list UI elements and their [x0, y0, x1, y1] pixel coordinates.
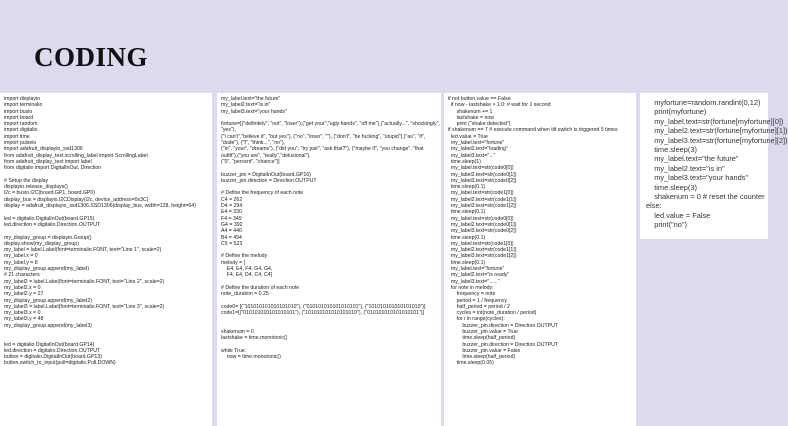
code-line: my_label2.text=str(code0[1]) [448, 221, 517, 228]
code-line: led = digitalio.DigitalInOut(board.GP15) [4, 215, 95, 222]
code-line: if shakenum == 7 # execute command when tilt switch is triggered 5 times [448, 127, 618, 134]
code-lines [646, 98, 788, 230]
code-line: "yes"), [221, 127, 236, 134]
code-line: import pulseio [4, 140, 37, 147]
code-line: my_label2.text=str(code0[1]) [448, 171, 517, 178]
code-line: E4, E4, F4, G4, G4, [221, 266, 273, 273]
code-line: display = adafruit_displayio_ssd1306.SSD1306(display_bus, width=128, height=64) [4, 203, 196, 210]
code-line: print(myfortune) [646, 107, 707, 117]
code-line: my_label3.text=str(code1[2]) [448, 203, 517, 210]
code-lines [221, 96, 440, 361]
code-line: F4 = 349 [221, 215, 242, 222]
code-line: D4 = 294 [221, 203, 243, 210]
code-line: my_label.text="the future" [221, 96, 281, 102]
code-line: my_label2.text="loading" [448, 146, 508, 153]
code-panel-fortune-output [640, 93, 788, 239]
code-line: ("in", "your", "dreams"), ("did you", "try just", "ask that?"), ("maybe if", "you change", "that [221, 146, 424, 153]
code-line: my_label2.text=str(code1[1]) [448, 196, 517, 203]
code-line: my_label3 = label.Label(font=terminalio.FONT, text="Line 3", scale=2) [4, 303, 165, 310]
code-line: for note in melody: [448, 284, 494, 291]
code-line: buzzer_pin.direction = Direction.OUTPUT [221, 177, 317, 184]
code-lines [448, 96, 632, 367]
code-line: B4 = 494 [221, 234, 242, 241]
code-line: outfit"),("you are", "really","delusional"), [221, 152, 311, 159]
code-line: C5 = 523 [221, 240, 243, 247]
code-line: my_display_group.append(my_label3) [4, 322, 92, 329]
code-line: my_label3.text=str(fortune[myfortune][2]) [646, 135, 788, 145]
code-line: for i in range(cycles): [448, 316, 505, 323]
code-line: my_label3.text="......" [448, 278, 500, 285]
code-line: from adafruit_display_text import label [4, 158, 92, 165]
code-line: my_label3.text="your hands" [646, 173, 748, 183]
code-line: E4 = 330 [221, 209, 242, 216]
code-line: time.sleep(0.1) [448, 184, 486, 191]
code-line: half_period = period / 2 [448, 303, 510, 310]
code-line: my_label.x = 0 [4, 253, 38, 260]
code-line: my_label3.text="your hands" [221, 108, 287, 115]
code-line: fortune=[("definitely", "not", "loser"),("get your","ugly hands", "off me"),("actually...", "shockingly", [221, 121, 440, 128]
code-line: myfortune=random.randint(0,12) [646, 98, 761, 107]
code-line: import busio [4, 108, 33, 115]
code-line: my_label.text=str(code1[0]) [448, 240, 514, 247]
code-line: # Define the duration of each note [221, 284, 300, 291]
code-line: now = time.monotonic() [221, 354, 281, 361]
code-line: shakenum = 0 [221, 328, 254, 335]
code-line: import terminalio [4, 102, 43, 109]
code-line: my_label3.text="..." [448, 152, 496, 159]
code-line: time.sleep(0.1) [448, 234, 486, 241]
code-line: if now - lastshake > 1.0: # wait for 1 second [448, 102, 551, 109]
code-line: led.value = True [448, 133, 488, 140]
code-line: print ("shake detected") [448, 121, 511, 128]
code-line: shakenum = 0 # reset the counter [646, 192, 765, 202]
code-line: my_label.text=str(fortune[myfortune][0]) [646, 116, 784, 126]
code-line: melody = [ [221, 259, 246, 266]
code-line: import random [4, 121, 38, 128]
code-line: led.direction = digitalio.Direction.OUTPUT [4, 347, 101, 354]
code-line: button.switch_to_input(pull=digitalio.Pull.DOWN) [4, 360, 116, 367]
code-line: note_duration = 0.25 [221, 291, 269, 298]
code-line: import digitalio [4, 127, 38, 134]
code-line: my_label2.text=str(fortune[myfortune][1]) [646, 126, 788, 136]
code-line: from digitalio import DigitalInOut, Direction [4, 165, 102, 172]
code-line: ("0", "percent", "chance")] [221, 158, 280, 165]
code-line: ("i can't","believe it", "but yes"), ("no", "loser", ""), ("don't", "be fucking", "stupid"),("as", "if", [221, 133, 426, 140]
code-line: my_label3.text=str(code0[2]) [448, 177, 517, 184]
code-line: my_label.y = 8 [4, 259, 38, 266]
code-line: my_label = label.Label(font=terminalio.FONT, text="Line 1", scale=2) [4, 247, 162, 254]
code-line: time.sleep(3) [646, 182, 697, 192]
code-line: buzzer_pin = DigitalInOut(board.GP16) [221, 171, 311, 178]
code-line: G4 = 392 [221, 221, 243, 228]
code-line: print("no") [646, 220, 687, 230]
code-line: my_label3.y = 48 [4, 316, 44, 323]
code-line: button = digitalio.DigitalInOut(board.GP13) [4, 354, 102, 361]
code-line: from adafruit_display_text.scrolling_label import ScrollingLabel [4, 152, 148, 159]
code-line: import adafruit_displayio_ssd1306 [4, 146, 83, 153]
code-line: buzzer_pin.direction = Direction.OUTPUT [448, 322, 558, 329]
code-line: time.sleep(0.1) [448, 259, 486, 266]
code-line: my_label.text=str(code0[0]) [448, 215, 514, 222]
code-line: import displayio [4, 96, 41, 102]
code-line: my_display_group = displayio.Group() [4, 234, 92, 241]
code-line: my_label2.y = 27 [4, 291, 44, 298]
code-line: display.show(my_display_group) [4, 240, 79, 247]
code-line: my_label3.text=str(code0[2]) [448, 228, 517, 235]
code-line: displayio.release_displays() [4, 184, 68, 191]
code-line: my_label2.text=str(code1[1]) [448, 247, 517, 254]
code-line: C4 = 262 [221, 196, 243, 203]
code-line: time.sleep(0.05) [448, 360, 494, 367]
code-line: time.sleep(half_period) [448, 354, 516, 361]
code-line: time.sleep(3) [646, 145, 697, 155]
code-line: time.sleep(0.1) [448, 209, 486, 216]
code-line: my_label2.text="is ready" [448, 272, 510, 279]
code-line: my_label.text=str(code0[0]) [448, 165, 514, 172]
code-line: buzzer_pin.direction = Direction.OUTPUT [448, 341, 558, 348]
code-line: cycles = int(note_duration / period) [448, 310, 537, 317]
code-line: buzzer_pin.value = False [448, 347, 521, 354]
code-line: F4, E4, D4, C4, C4] [221, 272, 273, 279]
code-line: my_label.text=str(code1[0]) [448, 190, 514, 197]
code-line: buzzer_pin.value = True [448, 328, 518, 335]
code-line: import board [4, 114, 34, 121]
code-line: led = digitalio.DigitalInOut(board.GP14) [4, 341, 95, 348]
code-line: my_label3.x = 0 [4, 310, 41, 317]
code-line: shakenum += 1 [448, 108, 493, 115]
code-line: lastshake = time.monotonic() [221, 335, 288, 342]
code-line: lastshake = now [448, 114, 494, 121]
code-line: # Define the frequency of each note [221, 190, 304, 197]
code-line: else: [646, 201, 662, 211]
code-line: my_display_group.append(my_label) [4, 266, 90, 273]
code-panel-shake-loop [444, 93, 636, 426]
code-line: time.sleep(half_period) [448, 335, 516, 342]
code-line: my_label.text="fortune" [448, 140, 505, 147]
code-line: my_label.text="fortune" [448, 266, 505, 273]
code-line: my_label2.x = 0 [4, 284, 41, 291]
code-panel-fortunes [217, 93, 441, 426]
code-line: while True: [221, 347, 247, 354]
code-lines [4, 96, 208, 367]
code-line: code0= [("101010101010101010"), ("010101010101010101"), ("101010101010101010")] [221, 303, 426, 310]
code-line: # Define the melody [221, 253, 268, 260]
code-line: my_label3.text=str(code1[2]) [448, 253, 517, 260]
code-panel-setup [0, 93, 212, 426]
code-line: # Setup the display [4, 177, 49, 184]
code-line: period = 1 / frequency [448, 297, 507, 304]
code-line: if not button.value == False [448, 96, 511, 102]
code-line: A4 = 440 [221, 228, 242, 235]
page-title: CODING [34, 42, 149, 72]
code-line: my_label2.text="is in" [646, 163, 725, 173]
code-line: my_label.text="the future" [646, 154, 739, 164]
code-line: i2c = busio.I2C(board.GP1, board.GP0) [4, 190, 95, 197]
code-line: import time [4, 133, 30, 140]
code-line: code1=[("010101010101010101"), ("101010101010101010"), ("010101010101010101")] [221, 310, 425, 317]
code-line: "dude"), ("f", "think...", "no"), [221, 140, 286, 147]
code-line: my_label2 = label.Label(font=terminalio.FONT, text="Line 2", scale=2) [4, 278, 165, 285]
code-line: led.direction = digitalio.Direction.OUTPUT [4, 221, 101, 228]
code-line: my_display_group.append(my_label2) [4, 297, 92, 304]
code-line: # 21 characters [4, 272, 40, 279]
code-line: frequency = note [448, 291, 496, 298]
code-line: time.sleep(1) [448, 158, 481, 165]
code-line: display_bus = displayio.I2CDisplay(i2c, device_address=0x3C) [4, 196, 149, 203]
code-line: led.value = False [646, 210, 711, 220]
code-line: my_label2.text="is in" [221, 102, 271, 109]
